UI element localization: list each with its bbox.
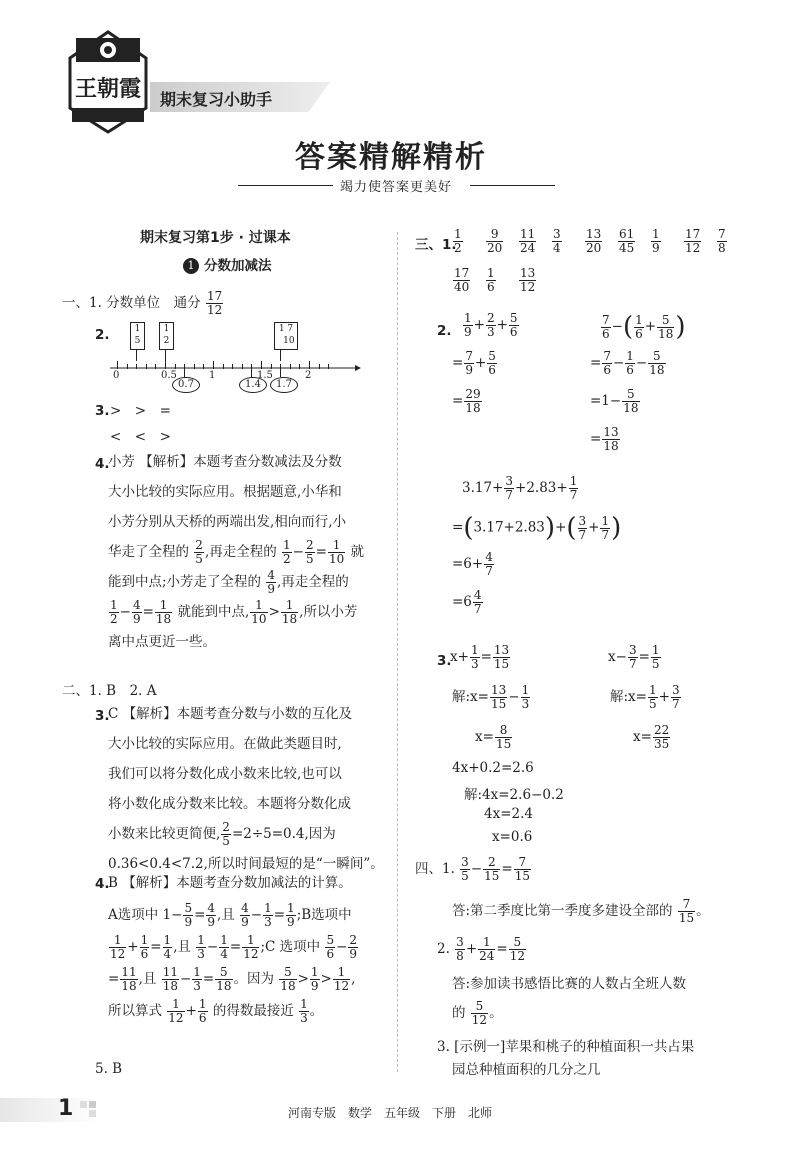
unit-title: 分数加减法 — [204, 258, 272, 274]
fraction: $\frac{5}{12}$ — [509, 935, 525, 963]
tick — [232, 364, 233, 369]
math-line: 4x+0.2=2.6 — [452, 760, 534, 776]
slogan: 竭力使答案更美好 — [340, 180, 453, 195]
arrow-down — [165, 349, 166, 361]
tick-label: 1.5 — [257, 370, 273, 381]
arrow-down — [136, 349, 137, 361]
tick — [261, 361, 262, 369]
numline-oval-3: 1.7 — [270, 377, 298, 393]
fraction: $\frac{22}{35}$ — [653, 723, 670, 751]
fraction: $\frac{1}{3}$ — [197, 933, 205, 961]
tick — [146, 364, 147, 369]
fraction: $\frac{3}{7}$ — [505, 474, 514, 502]
q1-4-label: 4. — [95, 456, 110, 472]
fraction: $\frac{7}{8}$ — [718, 227, 726, 255]
fraction: $\frac{5}{18}$ — [280, 965, 296, 993]
q2-3-explanation — [108, 699, 384, 879]
section-title: 期末复习第1步 · 过课本 — [140, 230, 291, 246]
fraction: $\frac{1}{6}$ — [198, 997, 207, 1025]
tick — [194, 364, 195, 369]
q4-3-line1: 3. [示例一]苹果和桃子的种植面积一共占果 — [437, 1039, 695, 1055]
page-number: 1 — [58, 1096, 74, 1121]
fraction: $\frac{3}{7}$ — [578, 513, 587, 542]
fraction: $\frac{2}{9}$ — [349, 933, 358, 961]
fraction: $\frac{1}{6}$ — [635, 312, 643, 341]
math-line: 3.17+ $\frac{3}{7}$ +2.83+ $\frac{1}{7}$ — [462, 474, 578, 502]
text-line: C 【解析】本题考查分数与小数的互化及 — [108, 706, 353, 722]
q2-5: 5. B — [95, 1061, 123, 1077]
fraction: $\frac{7}{9}$ — [465, 349, 473, 377]
fraction: $\frac{13}{20}$ — [586, 227, 602, 255]
fraction: $\frac{4}{9}$ — [267, 568, 275, 596]
fraction: $\frac{3}{7}$ — [628, 643, 637, 671]
text-line: = $\frac{11}{18}$ ,且 $\frac{11}{18}$ − $\frac{1}{3}$ = $\frac{5}{18}$ 。因为 $\frac{5}{18}$ > $\frac{1}{9}$ > $\frac{1}{12}$ , — [108, 965, 356, 993]
numline-box-3: 1 7 10 — [274, 322, 298, 350]
q2-3-label: 3. — [95, 708, 110, 724]
footer-squares — [80, 1101, 96, 1117]
fraction: $\frac{1}{9}$ — [652, 227, 660, 255]
fraction: $\frac{7}{15}$ — [678, 897, 695, 925]
fraction: $\frac{1}{3}$ — [300, 997, 308, 1025]
math-line: =1− $\frac{5}{18}$ — [590, 387, 639, 415]
text-line: 能到中点;小芳走了全程的 $\frac{4}{9}$ ,再走全程的 — [108, 568, 349, 596]
footer-info: 河南专版 数学 五年级 下册 北师 — [288, 1106, 493, 1120]
tick — [213, 361, 214, 369]
fraction: $\frac{1}{18}$ — [155, 598, 172, 626]
fraction: $\frac{1}{5}$ — [648, 683, 657, 711]
slogan-line-left — [238, 185, 333, 186]
fraction: $\frac{1}{3}$ — [470, 643, 479, 671]
math-line: = $\frac{7}{6}$ − $\frac{1}{6}$ − $\frac{5}{18}$ — [590, 349, 665, 377]
fraction: $\frac{11}{18}$ — [162, 965, 178, 993]
text-line: 小数来比较更简便, $\frac{2}{5}$ =2÷5=0.4,因为 — [108, 820, 336, 848]
fraction: $\frac{4}{7}$ — [485, 550, 493, 578]
q4-2: 2. $\frac{3}{8}$ + $\frac{1}{24}$ = $\frac{5}{12}$ — [437, 935, 525, 963]
numline-box-2: 1 2 — [159, 322, 174, 350]
tick — [136, 364, 137, 369]
tick-label: 2 — [305, 370, 312, 381]
math-line: x− $\frac{3}{7}$ = $\frac{1}{5}$ — [608, 643, 660, 671]
q3-1-label: 三、1. — [415, 237, 457, 253]
fraction: $\frac{7}{15}$ — [514, 855, 530, 883]
fraction: $\frac{3}{5}$ — [461, 855, 469, 883]
fraction: $\frac{3}{4}$ — [553, 227, 561, 255]
fraction: $\frac{17}{40}$ — [454, 266, 470, 294]
fraction: $\frac{1}{6}$ — [626, 349, 634, 377]
q1-1 — [62, 290, 224, 317]
fraction: $\frac{5}{6}$ — [509, 311, 518, 339]
fraction: $\frac{1}{10}$ — [251, 598, 267, 626]
fraction: $\frac{2}{5}$ — [222, 820, 230, 848]
fraction: $\frac{3}{7}$ — [671, 683, 680, 711]
fraction: $\frac{1}{3}$ — [193, 965, 201, 993]
fraction: $\frac{1}{3}$ — [264, 901, 272, 929]
fraction: $\frac{4}{9}$ — [241, 901, 249, 929]
fraction: $\frac{11}{18}$ — [121, 965, 137, 993]
q4-2-answer-2: 的 $\frac{5}{12}$ 。 — [452, 999, 503, 1027]
tick-label: 0.5 — [161, 370, 177, 381]
math-line: = $\frac{29}{18}$ — [452, 387, 481, 415]
fraction: $\frac{4}{9}$ — [132, 598, 141, 626]
fraction: $\frac{17}{12}$ — [685, 227, 701, 255]
text-line: 小芳 【解析】本题考查分数减法及分数 — [108, 454, 342, 470]
fraction: $\frac{1}{2}$ — [110, 598, 118, 626]
fraction: $\frac{13}{18}$ — [603, 425, 619, 453]
fraction: $\frac{13}{15}$ — [490, 683, 507, 711]
math-line: x+ $\frac{1}{3}$ = $\frac{13}{15}$ — [450, 643, 510, 671]
arrow-down — [280, 349, 281, 361]
math-line: $\frac{7}{6}$ −( $\frac{1}{6}$ + $\frac{5}{18}$ ) — [602, 312, 686, 342]
fraction: $\frac{13}{12}$ — [520, 266, 536, 294]
logo-text: 王朝霞 — [74, 76, 141, 102]
banner-text: 期末复习小助手 — [160, 90, 273, 109]
text-line: 离中点更近一些。 — [108, 634, 216, 650]
math-line: =6+ $\frac{4}{7}$ — [452, 550, 493, 578]
tick — [127, 364, 128, 369]
fraction: $\frac{1}{2}$ — [283, 538, 291, 566]
fraction: $\frac{11}{24}$ — [520, 227, 536, 255]
text-line: 我们可以将分数化成小数来比较,也可以 — [108, 766, 342, 782]
fraction: $\frac{1}{7}$ — [569, 474, 578, 502]
math-line: $\frac{1}{9}$ + $\frac{2}{3}$ + $\frac{5}{6}$ — [464, 311, 518, 339]
tick — [165, 361, 166, 369]
fraction: $\frac{5}{18}$ — [216, 965, 232, 993]
fraction: $\frac{5}{18}$ — [623, 387, 639, 415]
slogan-line-right — [470, 185, 555, 186]
q3-3-label: 3. — [437, 653, 452, 669]
arrow-up — [184, 369, 185, 377]
fraction: $\frac{1}{10}$ — [328, 538, 345, 566]
fraction: $\frac{5}{18}$ — [649, 349, 665, 377]
q4-2-answer-1: 答:参加读书感悟比赛的人数占全班人数 — [452, 976, 687, 992]
fraction: $\frac{1}{2}$ — [454, 227, 462, 255]
text-line: A选项中 1− $\frac{5}{9}$ = $\frac{4}{9}$ ,且 $\frac{4}{9}$ − $\frac{1}{3}$ = $\frac{1}{9}$ ;B选项中 — [108, 901, 352, 929]
fraction: $\frac{1}{12}$ — [333, 965, 350, 993]
tick-label: 1 — [209, 370, 216, 381]
tick — [117, 361, 118, 369]
fraction: $\frac{9}{20}$ — [487, 227, 503, 255]
q1-1-text: 一、1. 分数单位 通分 — [62, 295, 201, 311]
arrow-up — [251, 369, 252, 377]
fraction: $\frac{4}{7}$ — [473, 588, 482, 616]
fraction: $\frac{2}{5}$ — [195, 538, 203, 566]
tick — [271, 364, 272, 369]
q4-3-line2: 园总种植面积的几分之几 — [452, 1062, 601, 1078]
fraction: $\frac{2}{5}$ — [305, 538, 314, 566]
text-line: 0.36<0.4<7.2,所以时间最短的是“一瞬间”。 — [108, 856, 384, 872]
math-line: = $\frac{7}{9}$ + $\frac{5}{6}$ — [452, 349, 496, 377]
q4-1-answer: 答:第二季度比第一季度多建设全部的 $\frac{7}{15}$ 。 — [452, 897, 710, 925]
fraction: $\frac{7}{6}$ — [603, 349, 611, 377]
q3-2-label: 2. — [437, 323, 452, 339]
fraction: $\frac{1}{12}$ — [110, 933, 126, 961]
numline-oval-1: 0.7 — [172, 377, 200, 393]
tick — [203, 364, 204, 369]
math-line: 解:x= $\frac{1}{5}$ + $\frac{3}{7}$ — [610, 683, 680, 711]
fraction: $\frac{8}{15}$ — [495, 723, 512, 751]
tick — [328, 364, 329, 369]
q2-4-explanation — [108, 867, 380, 1027]
math-line: x=0.6 — [492, 829, 533, 845]
tick-label: 0 — [113, 370, 120, 381]
text-line: $\frac{1}{2}$ − $\frac{4}{9}$ = $\frac{1}{18}$ 就能到中点, $\frac{1}{10}$ > $\frac{1}{18}$ ,所以小芳 — [110, 598, 358, 626]
text-line: 大小比较的实际应用。根据题意,小华和 — [108, 484, 342, 500]
fraction: $\frac{1}{7}$ — [601, 513, 610, 542]
text-line: B 【解析】本题考查分数加减法的计算。 — [108, 875, 352, 891]
fraction: $\frac{17}{12}$ — [206, 289, 223, 317]
fraction: $\frac{1}{5}$ — [651, 643, 660, 671]
text-line: 小芳分别从天桥的两端出发,相向而行,小 — [108, 514, 347, 530]
fraction: $\frac{4}{9}$ — [207, 901, 216, 929]
fraction: $\frac{29}{18}$ — [465, 387, 481, 415]
fraction: $\frac{1}{4}$ — [163, 933, 172, 961]
arrow-up — [280, 369, 281, 377]
q2-1: 二、1. B 2. A — [62, 683, 157, 699]
fraction: $\frac{1}{18}$ — [281, 598, 298, 626]
q1-2-label: 2. — [95, 327, 110, 343]
math-line: x= $\frac{22}{35}$ — [633, 723, 670, 751]
math-line: 解:4x=2.6−0.2 — [464, 787, 564, 803]
column-divider — [397, 232, 398, 1072]
fraction: $\frac{1}{9}$ — [464, 311, 472, 339]
tick — [223, 364, 224, 369]
q1-3-label: 3. — [95, 403, 110, 419]
fraction: $\frac{1}{12}$ — [168, 997, 184, 1025]
math-line: 解:x= $\frac{13}{15}$ − $\frac{1}{3}$ — [452, 683, 530, 711]
fraction: $\frac{2}{3}$ — [486, 311, 495, 339]
tick — [175, 364, 176, 369]
fraction: $\frac{1}{4}$ — [220, 933, 228, 961]
text-line: 所以算式 $\frac{1}{12}$ + $\frac{1}{6}$ 的得数最接近 $\frac{1}{3}$ 。 — [108, 997, 324, 1025]
fraction: $\frac{5}{6}$ — [326, 933, 335, 961]
tick — [242, 364, 243, 369]
tick — [319, 364, 320, 369]
text-line: $\frac{1}{12}$ + $\frac{1}{6}$ = $\frac{1}{4}$ ,且 $\frac{1}{3}$ − $\frac{1}{4}$ = $\frac{1}{12}$ ;C 选项中 $\frac{5}{6}$ − $\frac{2}{9}$ — [110, 933, 358, 961]
q4-1: 四、1. $\frac{3}{5}$ − $\frac{2}{15}$ = $\frac{7}{15}$ — [415, 855, 530, 883]
numline-box-1: 1 5 — [130, 322, 145, 350]
tick — [290, 364, 291, 369]
fraction: $\frac{13}{15}$ — [493, 643, 510, 671]
numline-oval-2: 1.4 — [239, 377, 267, 393]
unit-number-badge: 1 — [183, 258, 199, 274]
logo-badge — [62, 28, 154, 136]
math-line: 4x=2.4 — [484, 806, 533, 822]
text-line: 将小数化成分数来比较。本题将分数化成 — [108, 796, 351, 812]
fraction: $\frac{61}{45}$ — [619, 227, 635, 255]
tick — [155, 364, 156, 369]
fraction: $\frac{1}{3}$ — [521, 683, 530, 711]
fraction: $\frac{1}{6}$ — [140, 933, 149, 961]
q3-1-row2 — [452, 267, 551, 294]
fraction: $\frac{5}{18}$ — [658, 312, 674, 341]
text-line: 华走了全程的 $\frac{2}{5}$ ,再走全程的 $\frac{1}{2}$ − $\frac{2}{5}$ = $\frac{1}{10}$ 就 — [108, 538, 365, 566]
page-title: 答案精解精析 — [295, 140, 487, 175]
fraction: $\frac{2}{15}$ — [484, 855, 500, 883]
fraction: $\frac{7}{6}$ — [602, 312, 610, 341]
fraction: $\frac{1}{12}$ — [243, 933, 259, 961]
tick — [309, 361, 310, 369]
fraction: $\frac{1}{6}$ — [487, 266, 495, 294]
text-line: 大小比较的实际应用。在做此类题目时, — [108, 736, 342, 752]
fraction: $\frac{1}{24}$ — [479, 935, 495, 963]
math-line: =(3.17+2.83)+( $\frac{3}{7}$ + $\frac{1}{7}$ ) — [452, 513, 622, 543]
fraction: $\frac{5}{6}$ — [488, 349, 496, 377]
q1-3-row1: > > = — [110, 403, 171, 419]
q3-1-row1 — [452, 228, 749, 255]
q2-4-label: 4. — [95, 876, 110, 892]
q1-4-explanation — [108, 447, 380, 657]
tick — [299, 364, 300, 369]
math-line: = $\frac{13}{18}$ — [590, 425, 619, 453]
math-line: =6 $\frac{4}{7}$ — [452, 588, 482, 616]
fraction: $\frac{5}{12}$ — [471, 999, 488, 1027]
q1-3-row2: < < > — [110, 429, 171, 445]
fraction: $\frac{1}{9}$ — [287, 901, 295, 929]
math-line: x= $\frac{8}{15}$ — [475, 723, 512, 751]
fraction: $\frac{5}{9}$ — [184, 901, 193, 929]
fraction: $\frac{3}{8}$ — [456, 935, 464, 963]
fraction: $\frac{1}{9}$ — [310, 965, 319, 993]
